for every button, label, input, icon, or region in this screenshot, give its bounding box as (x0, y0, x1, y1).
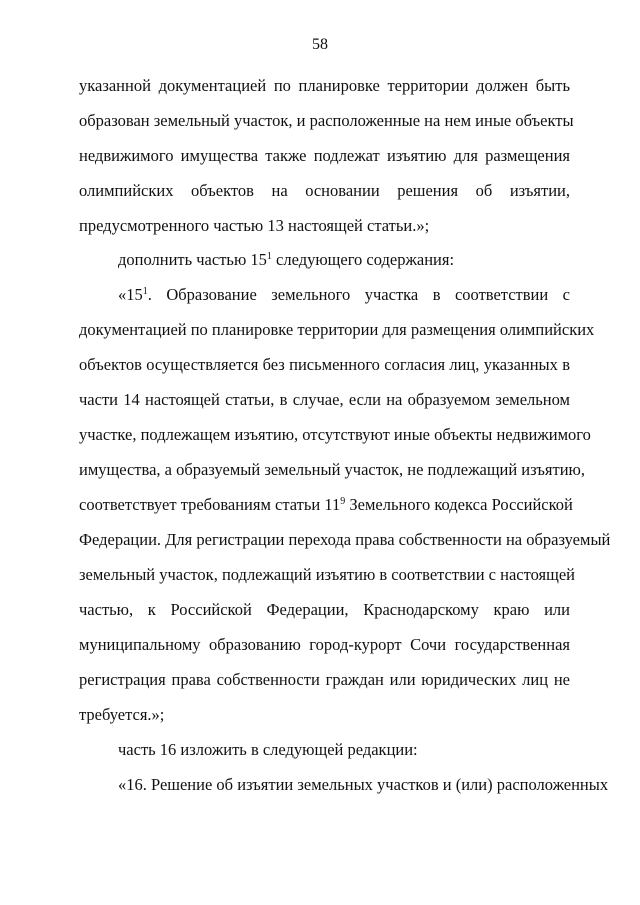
text-line: олимпийских объектов на основании решения об изъятии, (79, 181, 570, 200)
text-line: объектов осуществляется без письменного согласия лиц, указанных в (79, 355, 570, 374)
text-line: образован земельный участок, и расположенные на нем иные объекты (79, 111, 574, 130)
text-fragment: дополнить частью 15 (118, 250, 267, 269)
text-line: документацией по планировке территории для размещения олимпийских (79, 320, 595, 339)
text-line: регистрация права собственности граждан или юридических лиц не (79, 670, 570, 689)
superscript: 9 (340, 496, 346, 507)
text-line: требуется.»; (79, 705, 165, 724)
text-line: «16. Решение об изъятии земельных участков и (или) расположенных (118, 775, 609, 794)
text-line: указанной документацией по планировке территории должен быть (79, 76, 570, 95)
text-fragment: соответствует требованиям статьи 11 (79, 495, 341, 514)
superscript: 1 (142, 286, 148, 297)
text-line: имущества, а образуемый земельный участок, не подлежащий изъятию, (79, 460, 585, 479)
text-line: частью, к Российской Федерации, Краснодарскому краю или (79, 600, 570, 619)
text-line (79, 494, 573, 516)
text-fragment: Земельного кодекса Российской (345, 495, 573, 514)
superscript: 1 (266, 251, 272, 262)
text-fragment: следующего содержания: (271, 250, 455, 269)
text-fragment: «15 (118, 285, 143, 304)
text-line: часть 16 изложить в следующей редакции: (118, 740, 418, 759)
text-line (118, 249, 570, 271)
text-line: части 14 настоящей статьи, в случае, если на образуемом земельном (79, 390, 570, 409)
text-line (118, 284, 570, 306)
text-line: предусмотренного частью 13 настоящей статьи.»; (79, 216, 430, 235)
text-line: недвижимого имущества также подлежат изъятию для размещения (79, 146, 570, 165)
page-number: 58 (312, 36, 328, 53)
text-line: участке, подлежащем изъятию, отсутствуют иные объекты недвижимого (79, 425, 591, 444)
text-fragment: . Образование земельного участка в соответствии с (147, 285, 570, 304)
text-line: Федерации. Для регистрации перехода права собственности на образуемый (79, 530, 611, 549)
text-line: земельный участок, подлежащий изъятию в соответствии с настоящей (79, 565, 575, 584)
text-line: муниципальному образованию город-курорт Сочи государственная (79, 635, 570, 654)
